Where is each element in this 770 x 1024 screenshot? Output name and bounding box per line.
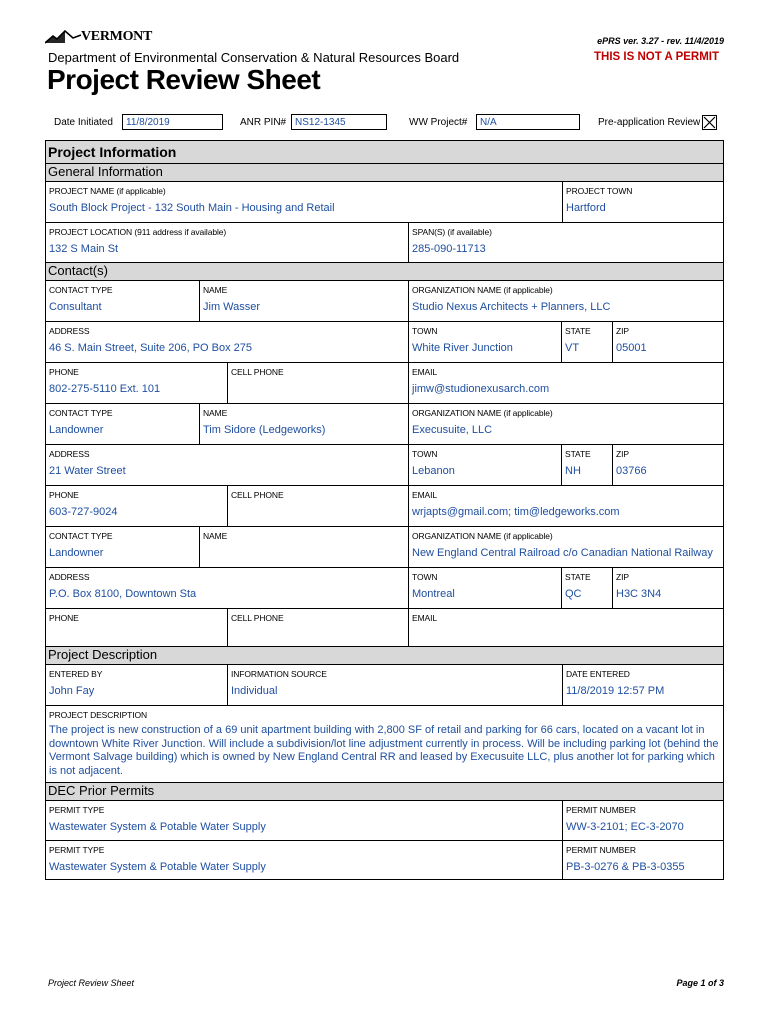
contact-cell-phone-cell[interactable] bbox=[227, 485, 408, 526]
contact-email-label: EMAIL bbox=[412, 367, 438, 377]
entered-by-label: ENTERED BY bbox=[49, 669, 103, 679]
contact-phone-label: PHONE bbox=[49, 490, 79, 500]
contact-address-cell[interactable] bbox=[46, 321, 408, 362]
contact-phone-cell[interactable] bbox=[46, 362, 227, 403]
contact-town-label: TOWN bbox=[412, 326, 438, 336]
preapp-review-label: Pre-application Review bbox=[598, 117, 701, 128]
project-location-value: 132 S Main St bbox=[49, 243, 119, 255]
contact-type-value: Landowner bbox=[49, 424, 104, 436]
project-name-value: South Block Project - 132 South Main - Housing and Retail bbox=[49, 202, 335, 214]
logo-text: VERMONT bbox=[81, 29, 153, 44]
info-source-cell[interactable] bbox=[227, 664, 562, 705]
contact-town-value: White River Junction bbox=[412, 342, 513, 354]
contact-address-value: P.O. Box 8100, Downtown Sta bbox=[49, 588, 197, 600]
date-entered-label: DATE ENTERED bbox=[566, 669, 630, 679]
contacts-heading: Contact(s) bbox=[46, 262, 723, 280]
not-permit-notice: THIS IS NOT A PERMIT bbox=[590, 50, 723, 64]
span-value: 285-090-11713 bbox=[412, 243, 486, 255]
contact-type-value: Consultant bbox=[49, 301, 102, 313]
permit-type-label: PERMIT TYPE bbox=[49, 845, 105, 855]
project-town-cell[interactable] bbox=[562, 181, 723, 222]
contact-state-value: NH bbox=[565, 465, 581, 477]
contact-town-cell[interactable] bbox=[408, 444, 561, 485]
preapp-review-checkbox[interactable] bbox=[702, 115, 717, 130]
permit-number-cell[interactable] bbox=[562, 840, 723, 879]
contact-type-cell[interactable] bbox=[46, 403, 199, 444]
checkmark-x-icon bbox=[703, 116, 716, 129]
contact-zip-cell[interactable] bbox=[612, 321, 723, 362]
contact-town-value: Lebanon bbox=[412, 465, 455, 477]
contact-type-value: Landowner bbox=[49, 547, 104, 559]
permit-number-cell[interactable] bbox=[562, 800, 723, 840]
span-cell[interactable] bbox=[408, 222, 723, 262]
contact-town-label: TOWN bbox=[412, 449, 438, 459]
contact-cell-phone-label: CELL PHONE bbox=[231, 613, 284, 623]
contact-email-cell[interactable] bbox=[408, 362, 723, 403]
contact-name-label: NAME bbox=[203, 408, 228, 418]
contact-phone-label: PHONE bbox=[49, 367, 79, 377]
contact-address-label: ADDRESS bbox=[49, 326, 90, 336]
contact-org-label: ORGANIZATION NAME (if applicable) bbox=[412, 285, 553, 295]
contact-state-label: STATE bbox=[565, 326, 591, 336]
contact-cell-phone-cell[interactable] bbox=[227, 608, 408, 646]
vermont-logo bbox=[45, 28, 153, 46]
department-name: Department of Environmental Conservation & Natural Resources Board bbox=[48, 50, 460, 65]
contact-zip-value: 05001 bbox=[616, 342, 647, 354]
contact-address-label: ADDRESS bbox=[49, 449, 90, 459]
contact-zip-value: H3C 3N4 bbox=[616, 588, 662, 600]
contact-zip-value: 03766 bbox=[616, 465, 647, 477]
contact-email-value: wrjapts@gmail.com; tim@ledgeworks.com bbox=[412, 506, 620, 518]
contact-type-label: CONTACT TYPE bbox=[49, 285, 113, 295]
contact-cell-phone-cell[interactable] bbox=[227, 362, 408, 403]
ww-project-label: WW Project# bbox=[409, 117, 468, 128]
contact-type-cell[interactable] bbox=[46, 526, 199, 567]
contact-phone-cell[interactable] bbox=[46, 485, 227, 526]
contact-email-value: jimw@studionexusarch.com bbox=[412, 383, 550, 395]
contact-org-value: Execusuite, LLC bbox=[412, 424, 493, 436]
entered-by-value: John Fay bbox=[49, 685, 95, 697]
contact-zip-cell[interactable] bbox=[612, 567, 723, 608]
contact-cell-phone-label: CELL PHONE bbox=[231, 490, 284, 500]
permit-type-label: PERMIT TYPE bbox=[49, 805, 105, 815]
contact-address-value: 21 Water Street bbox=[49, 465, 126, 477]
project-info-heading: Project Information bbox=[46, 141, 723, 163]
project-description-heading: Project Description bbox=[46, 646, 723, 664]
entered-by-cell[interactable] bbox=[46, 664, 227, 705]
date-initiated-field[interactable]: 11/8/2019 bbox=[122, 114, 223, 130]
contact-org-cell[interactable] bbox=[408, 526, 723, 567]
contact-name-cell[interactable] bbox=[199, 403, 408, 444]
contact-cell-phone-label: CELL PHONE bbox=[231, 367, 284, 377]
ww-project-field[interactable]: N/A bbox=[476, 114, 580, 130]
contact-org-cell[interactable] bbox=[408, 280, 723, 321]
permit-number-value: WW-3-2101; EC-3-2070 bbox=[566, 821, 684, 833]
contact-state-label: STATE bbox=[565, 449, 591, 459]
project-description-cell[interactable] bbox=[46, 705, 723, 782]
contact-phone-label: PHONE bbox=[49, 613, 79, 623]
contact-town-cell[interactable] bbox=[408, 321, 561, 362]
contact-email-cell[interactable] bbox=[408, 485, 723, 526]
contact-state-value: VT bbox=[565, 342, 580, 354]
contact-org-label: ORGANIZATION NAME (if applicable) bbox=[412, 531, 553, 541]
contact-zip-label: ZIP bbox=[616, 326, 629, 336]
anr-pin-label: ANR PIN# bbox=[240, 117, 287, 128]
page-title: Project Review Sheet bbox=[47, 64, 321, 95]
contact-state-cell[interactable] bbox=[561, 444, 612, 485]
contact-phone-value: 802-275-5110 Ext. 101 bbox=[49, 383, 161, 395]
project-name-cell[interactable] bbox=[46, 181, 562, 222]
contact-name-label: NAME bbox=[203, 285, 228, 295]
project-town-label: PROJECT TOWN bbox=[566, 186, 633, 196]
permit-number-label: PERMIT NUMBER bbox=[566, 805, 636, 815]
info-source-value: Individual bbox=[231, 685, 278, 697]
version-text: ePRS ver. 3.27 - rev. 11/4/2019 bbox=[597, 36, 724, 46]
contact-address-cell[interactable] bbox=[46, 567, 408, 608]
project-description-label: PROJECT DESCRIPTION bbox=[49, 710, 148, 720]
permit-number-value: PB-3-0276 & PB-3-0355 bbox=[566, 861, 685, 873]
contact-phone-cell[interactable] bbox=[46, 608, 227, 646]
permit-number-label: PERMIT NUMBER bbox=[566, 845, 636, 855]
project-location-label: PROJECT LOCATION (911 address if available) bbox=[49, 227, 227, 237]
contact-org-value: New England Central Railroad c/o Canadian National Railway bbox=[412, 547, 713, 559]
anr-pin-field[interactable]: NS12-1345 bbox=[291, 114, 387, 130]
contact-zip-label: ZIP bbox=[616, 449, 629, 459]
dec-permits-heading: DEC Prior Permits bbox=[46, 782, 723, 800]
contact-name-cell[interactable] bbox=[199, 526, 408, 567]
project-location-cell[interactable] bbox=[46, 222, 408, 262]
mountain-logo-icon bbox=[45, 30, 81, 44]
span-label: SPAN(S) (if available) bbox=[412, 227, 492, 237]
contact-org-value: Studio Nexus Architects + Planners, LLC bbox=[412, 301, 611, 313]
date-entered-cell[interactable] bbox=[562, 664, 723, 705]
project-description-value: The project is new construction of a 69 unit apartment building with 2,800 SF of retail and parking for 66 cars, located on a vacant lot in downtown White River Junction. Will include a subdivision/lot line adjustment currently in process. Will be including parking lot (behind the Vermont Salvage building) which is owned by New England Central RR and leased by Execusuite LLC, plus another lot for parking which is not adjacent. bbox=[49, 724, 719, 777]
contact-email-cell[interactable] bbox=[408, 608, 723, 646]
permit-type-cell[interactable] bbox=[46, 840, 562, 879]
footer-page-number: Page 1 of 3 bbox=[676, 978, 724, 988]
contact-org-label: ORGANIZATION NAME (if applicable) bbox=[412, 408, 553, 418]
permit-type-value: Wastewater System & Potable Water Supply bbox=[49, 821, 266, 833]
project-info-form bbox=[45, 140, 724, 880]
contact-type-cell[interactable] bbox=[46, 280, 199, 321]
contact-address-cell[interactable] bbox=[46, 444, 408, 485]
project-town-value: Hartford bbox=[566, 202, 606, 214]
general-info-heading: General Information bbox=[46, 163, 723, 181]
contact-state-cell[interactable] bbox=[561, 567, 612, 608]
contact-name-cell[interactable] bbox=[199, 280, 408, 321]
contact-town-label: TOWN bbox=[412, 572, 438, 582]
info-source-label: INFORMATION SOURCE bbox=[231, 669, 327, 679]
contact-zip-label: ZIP bbox=[616, 572, 629, 582]
date-entered-value: 11/8/2019 12:57 PM bbox=[566, 685, 665, 697]
contact-state-value: QC bbox=[565, 588, 582, 600]
contact-zip-cell[interactable] bbox=[612, 444, 723, 485]
contact-state-cell[interactable] bbox=[561, 321, 612, 362]
permit-type-cell[interactable] bbox=[46, 800, 562, 840]
contact-phone-value: 603-727-9024 bbox=[49, 506, 118, 518]
contact-org-cell[interactable] bbox=[408, 403, 723, 444]
contact-type-label: CONTACT TYPE bbox=[49, 408, 113, 418]
footer-doc-name: Project Review Sheet bbox=[48, 978, 135, 988]
contact-address-label: ADDRESS bbox=[49, 572, 90, 582]
date-initiated-label: Date Initiated bbox=[54, 117, 113, 128]
contact-state-label: STATE bbox=[565, 572, 591, 582]
contact-email-label: EMAIL bbox=[412, 490, 438, 500]
contact-town-cell[interactable] bbox=[408, 567, 561, 608]
permit-type-value: Wastewater System & Potable Water Supply bbox=[49, 861, 266, 873]
contact-address-value: 46 S. Main Street, Suite 206, PO Box 275 bbox=[49, 342, 253, 354]
contact-name-label: NAME bbox=[203, 531, 228, 541]
contact-email-label: EMAIL bbox=[412, 613, 438, 623]
contact-town-value: Montreal bbox=[412, 588, 455, 600]
project-name-label: PROJECT NAME (if applicable) bbox=[49, 186, 166, 196]
contact-type-label: CONTACT TYPE bbox=[49, 531, 113, 541]
contact-name-value: Jim Wasser bbox=[203, 301, 261, 313]
contact-name-value: Tim Sidore (Ledgeworks) bbox=[203, 424, 326, 436]
